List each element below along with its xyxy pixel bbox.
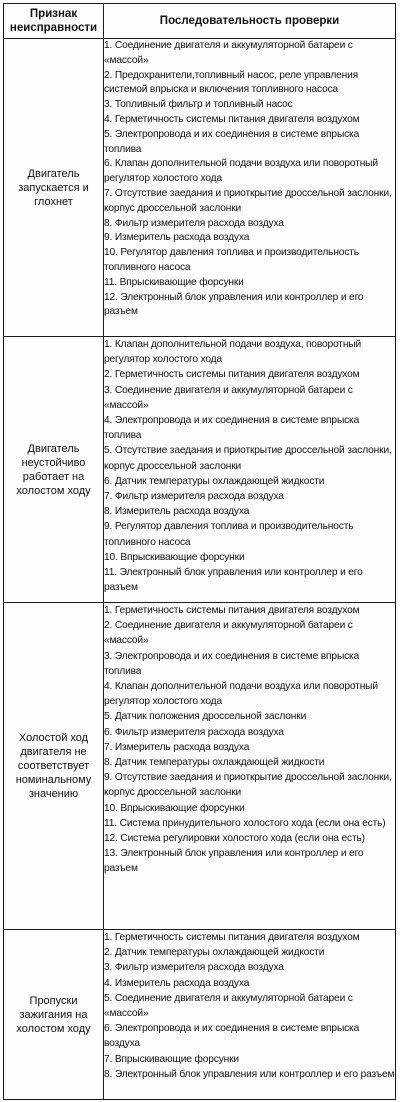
check-item: 6. Клапан дополнительной подачи воздуха или поворотный регулятор холостого хода xyxy=(104,158,378,185)
check-item: 10. Впрыскивающие форсунки xyxy=(104,802,245,814)
check-item: 2. Предохранители,топливный насос, реле управления системой впрыска и включения топливного насоса xyxy=(104,69,359,96)
check-item: 4. Измеритель расхода воздуха xyxy=(104,977,250,989)
symptom-cell: Двигатель запускается и глохнет xyxy=(4,39,104,337)
check-item: 12. Система регулировки холостого хода (если она есть) xyxy=(104,833,365,845)
check-item: 6. Датчик температуры охлаждающей жидкости xyxy=(104,475,325,487)
check-item: 1. Клапан дополнительной подачи воздуха, поворотный регулятор холостого хода xyxy=(104,339,362,366)
checks-cell xyxy=(104,603,396,930)
check-item: 8. Датчик температуры охлаждающей жидкости xyxy=(104,757,325,769)
check-item: 3. Электропровода и их соединения в системе впрыска топлива xyxy=(104,650,360,677)
check-item: 6. Фильтр измерителя расхода воздуха xyxy=(104,726,284,738)
check-item: 10. Впрыскивающие форсунки xyxy=(104,551,245,563)
check-item: 11. Впрыскивающие форсунки xyxy=(104,276,244,288)
check-item: 4. Герметичность системы питания двигателя воздухом xyxy=(104,113,360,125)
table-row xyxy=(4,337,396,603)
check-item: 7. Отсутствие заедания и приоткрытие дроссельной заслонки, корпус дроссельной заслонки xyxy=(104,187,392,214)
check-item: 9. Измеритель расхода воздуха xyxy=(104,232,250,244)
check-item: 1. Герметичность системы питания двигателя воздухом xyxy=(104,605,360,616)
check-item: 5. Отсутствие заедания и приоткрытие дроссельной заслонки, корпус дроссельной заслонки xyxy=(104,445,392,472)
check-item: 5. Датчик положения дроссельной заслонки xyxy=(104,711,307,723)
check-item: 4. Клапан дополнительной подачи воздуха или поворотный регулятор холостого хода xyxy=(104,681,378,708)
check-item: 2. Соединение двигателя и аккумуляторной батареи с «массой» xyxy=(104,620,353,647)
check-item: 13. Электронный блок управления или контроллер и его разъем xyxy=(104,848,364,875)
diagnostic-table xyxy=(3,3,396,1100)
check-item: 8. Фильтр измерителя расхода воздуха xyxy=(104,217,284,229)
table-row xyxy=(4,39,396,337)
check-item: 1. Соединение двигателя и аккумуляторной батареи с «массой» xyxy=(104,40,353,66)
check-item: 3. Топливный фильтр и топливный насос xyxy=(104,99,293,111)
check-item: 12. Электронный блок управления или контроллер и его разъем xyxy=(104,291,364,318)
header-symptom: Признак неисправности xyxy=(4,4,104,39)
check-item: 1. Герметичность системы питания двигателя воздухом xyxy=(104,932,360,943)
symptom-cell: Холостой ход двигателя не соответствует номинальному значению xyxy=(4,603,104,930)
symptom-cell: Двигатель неустойчиво работает на холостом ходу xyxy=(4,337,104,603)
check-item: 8. Электронный блок управления или контроллер и его разъем xyxy=(104,1068,395,1080)
checks-cell xyxy=(104,930,396,1100)
check-item: 3. Соединение двигателя и аккумуляторной батареи с «массой» xyxy=(104,384,353,411)
table-row xyxy=(4,930,396,1100)
check-item: 7. Впрыскивающие форсунки xyxy=(104,1053,239,1065)
checks-cell xyxy=(104,39,396,337)
check-item: 4. Электропровода и их соединения в системе впрыска топлива xyxy=(104,415,360,442)
check-item: 7. Измеритель расхода воздуха xyxy=(104,741,250,753)
table-header-row xyxy=(4,4,396,39)
check-item: 11. Электронный блок управления или контроллер и его разъем xyxy=(104,567,363,594)
check-item: 10. Регулятор давления топлива и производительность топливного насоса xyxy=(104,247,359,273)
check-item: 8. Измеритель расхода воздуха xyxy=(104,506,250,518)
check-item: 5. Соединение двигателя и аккумуляторной батареи с «массой» xyxy=(104,992,353,1020)
checks-cell xyxy=(104,337,396,603)
check-item: 5. Электропровода и их соединения в системе впрыска топлива xyxy=(104,128,360,155)
check-item: 3. Фильтр измерителя расхода воздуха xyxy=(104,962,284,974)
check-item: 2. Герметичность системы питания двигателя воздухом xyxy=(104,369,360,381)
table-row xyxy=(4,603,396,930)
symptom-cell: Пропуски зажигания на холостом ходу xyxy=(4,930,104,1100)
header-sequence: Последовательность проверки xyxy=(104,4,396,39)
check-item: 2. Датчик температуры охлаждающей жидкости xyxy=(104,947,325,959)
check-item: 7. Фильтр измерителя расхода воздуха xyxy=(104,491,284,503)
check-item: 6. Электропровода и их соединения в системе впрыска воздуха xyxy=(104,1023,360,1050)
check-item: 9. Регулятор давления топлива и производительность топливного насоса xyxy=(104,521,354,548)
check-item: 11. Система принудительного холостого хода (если она есть) xyxy=(104,817,386,829)
check-item: 9. Отсутствие заедания и приоткрытие дроссельной заслонки, корпус дроссельной заслонки xyxy=(104,772,392,799)
